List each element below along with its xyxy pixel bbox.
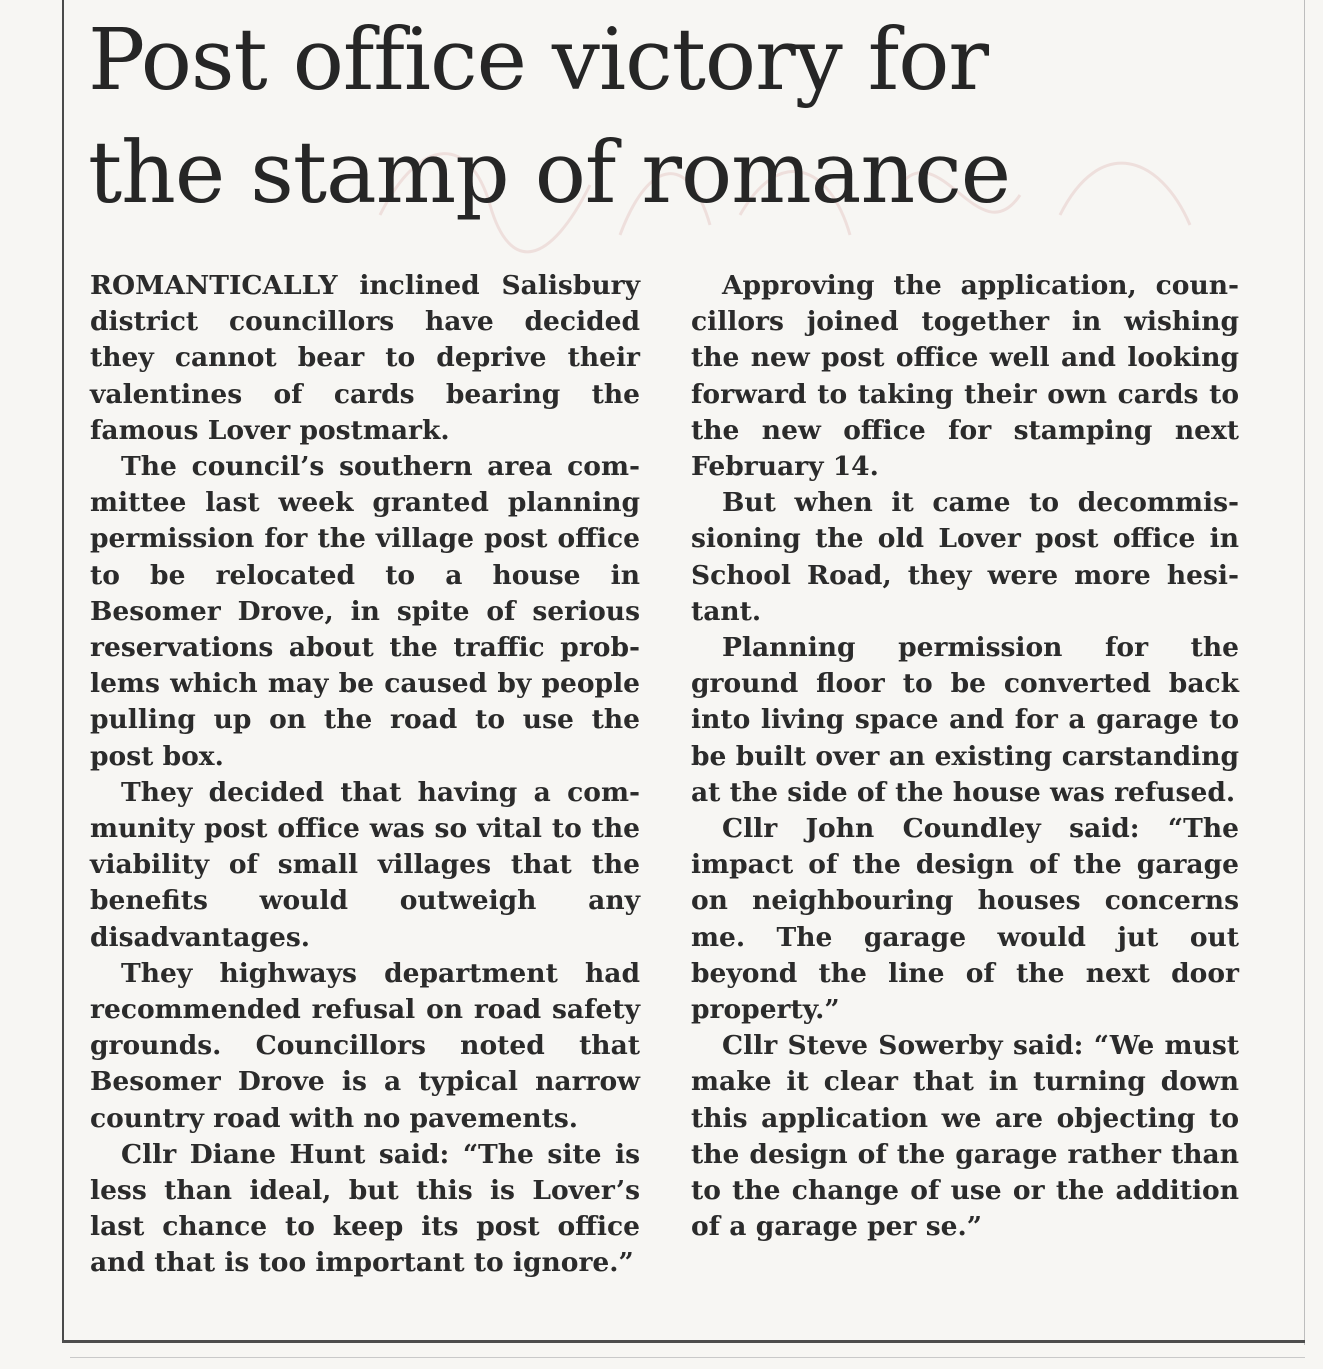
headline-line-2: the stamp of romance bbox=[88, 124, 1011, 223]
paragraph: Approving the application, councillors joined together in wishing the new post office well and looking forward to taking their own cards to the new office for stamping next February 14. bbox=[691, 270, 1239, 483]
paragraph: Cllr Steve Sowerby said: “We must make it clear that in turning down this application we are objecting to the design of the garage rather than to the change of use or the addition of a garage per se.” bbox=[691, 1030, 1239, 1243]
right-column bbox=[691, 268, 1239, 1245]
bottom-rule-faint bbox=[70, 1357, 1305, 1358]
paragraph: Planning permission for the ground floor to be converted back into living space and for a garage to be built over an existing carstanding at the side of the house was refused. bbox=[691, 632, 1239, 808]
lead-paragraph-text: inclined Salisbury district councillors have decided they cannot bear to deprive their valentines of cards bearing the famous Lover postmark. bbox=[90, 270, 640, 446]
paragraph bbox=[90, 268, 640, 449]
paragraph: But when it came to decommissioning the old Lover post office in School Road, they were more hesitant. bbox=[691, 487, 1239, 627]
headline bbox=[88, 4, 1303, 230]
column-rule-right bbox=[1304, 0, 1305, 1345]
paragraph: They decided that having a community post office was so vital to the viability of small villages that the benefits would outweigh any disadvantages. bbox=[90, 776, 640, 953]
lead-word: ROMANTICALLY bbox=[90, 270, 338, 301]
left-column bbox=[90, 268, 640, 1282]
paragraph: The council’s southern area committee last week granted planning permission for the village post office to be relocated to a house in Besomer Drove, in spite of serious reservations about the traffic problems which may be caused by people pulling up on the road to use the post box. bbox=[90, 451, 640, 772]
column-rule-left bbox=[62, 0, 64, 1340]
bottom-rule bbox=[62, 1340, 1305, 1343]
paragraph: They highways department had recommended refusal on road safety grounds. Councillors noted that Besomer Drove is a typical narrow country road with no pavements. bbox=[90, 957, 640, 1134]
paragraph: Cllr John Coundley said: “The impact of the design of the garage on neighbouring houses concerns me. The garage would jut out beyond the line of the next door property.” bbox=[691, 813, 1239, 1026]
paragraph: Cllr Diane Hunt said: “The site is less than ideal, but this is Lover’s last chance to keep its post office and that is too important to ignore.” bbox=[90, 1138, 640, 1279]
headline-line-1: Post office victory for bbox=[88, 11, 989, 110]
